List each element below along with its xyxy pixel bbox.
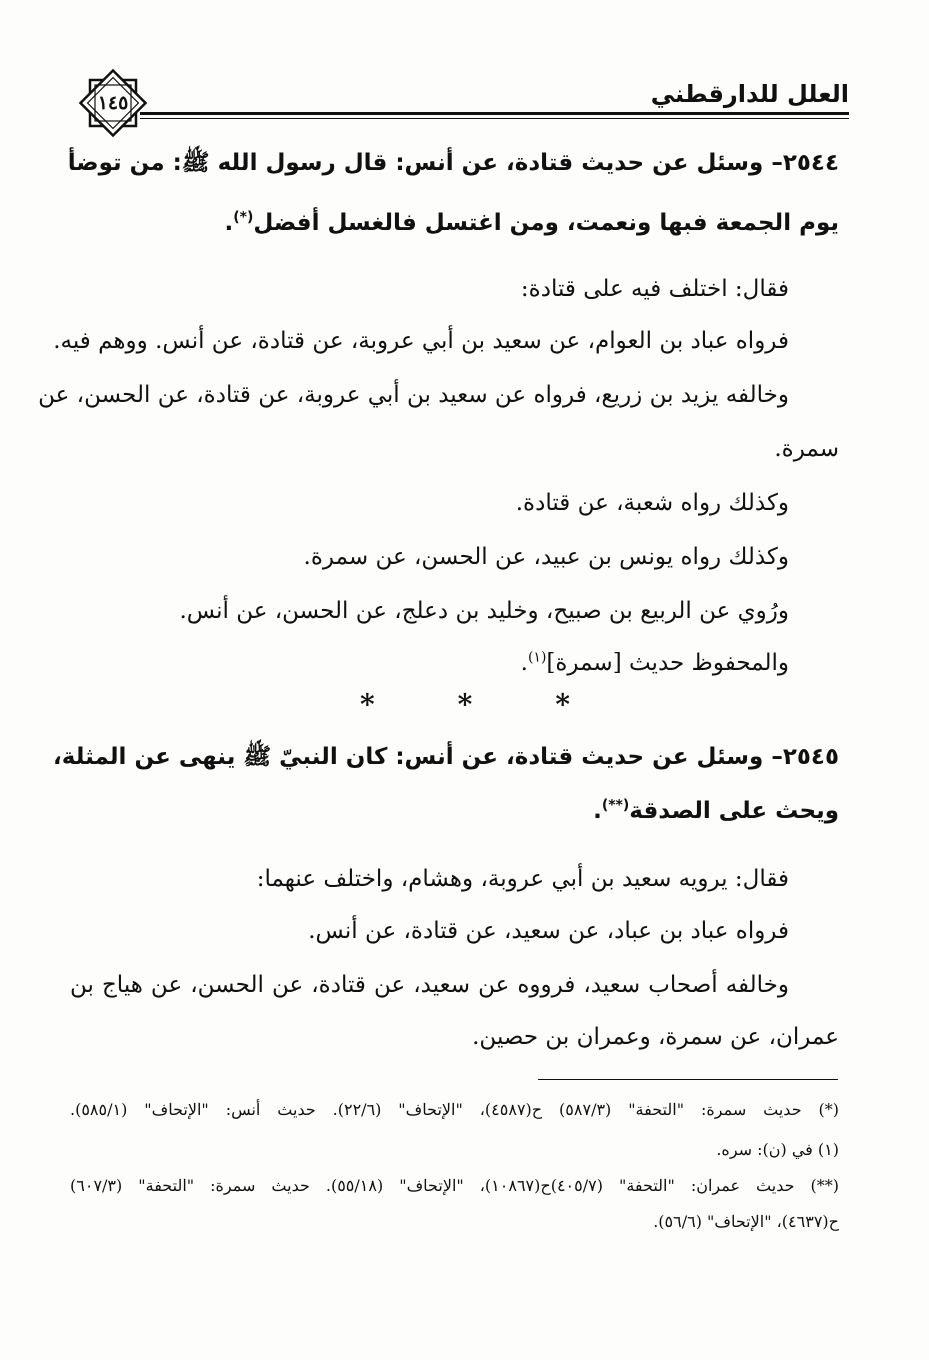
- entry-heading-text: ويحث على الصدقة: [629, 798, 839, 824]
- entry-heading-line: ويحث على الصدقة(**).: [593, 797, 839, 824]
- body-line: فقال: يرويه سعيد بن أبي عروبة، وهشام، واختلف عنهما:: [256, 866, 789, 892]
- body-line: سمرة.: [774, 436, 839, 462]
- section-separator: [360, 688, 570, 721]
- star-glyph: *: [360, 688, 375, 721]
- footnote-separator: [538, 1079, 838, 1080]
- footnote-marker: (*): [233, 209, 254, 226]
- book-title: العلل للدارقطني: [650, 80, 849, 108]
- footnote-marker: (**): [601, 797, 630, 814]
- body-line: وكذلك رواه يونس بن عبيد، عن الحسن، عن سمرة.: [303, 544, 789, 570]
- star-glyph: *: [457, 688, 473, 721]
- body-line: فرواه عباد بن عباد، عن سعيد، عن قتادة، عن أنس.: [308, 918, 789, 944]
- footnote: (*) حديث سمرة: "التحفة" (٥٨٧/٣) ح(٤٥٨٧)، "الإتحاف" (٢٢/٦). حديث أنس: "الإتحاف" (٥٨٥/١).: [70, 1100, 839, 1119]
- body-line: عمران، عن سمرة، وعمران بن حصين.: [472, 1024, 839, 1050]
- page-number-badge: [76, 66, 150, 140]
- header-rule: [140, 112, 849, 115]
- body-line: فقال: اختلف فيه على قتادة:: [520, 276, 789, 302]
- footnote-marker: (١): [527, 649, 547, 666]
- entry-heading-text: يوم الجمعة فبها ونعمت، ومن اغتسل فالغسل أفضل: [253, 210, 839, 236]
- header-rule-thin: [140, 118, 849, 119]
- entry-heading-line: يوم الجمعة فبها ونعمت، ومن اغتسل فالغسل أفضل(*).: [224, 209, 839, 236]
- star-glyph: *: [555, 688, 570, 721]
- page-number: ١٤٥: [97, 92, 129, 114]
- body-line: وخالفه يزيد بن زريع، فرواه عن سعيد بن أبي عروبة، عن قتادة، عن الحسن، عن: [38, 382, 789, 408]
- body-line: ورُوي عن الربيع بن صبيح، وخليد بن دعلج، عن الحسن، عن أنس.: [179, 598, 789, 624]
- body-line: والمحفوظ حديث [سمرة]$^{(١)}$.: [520, 649, 789, 676]
- body-line: فرواه عباد بن العوام، عن سعيد بن أبي عروبة، عن قتادة، عن أنس. ووهم فيه.: [53, 328, 789, 354]
- footnote: (١) في (ن): سره.: [716, 1140, 839, 1159]
- body-line: وخالفه أصحاب سعيد، فرووه عن سعيد، عن قتادة، عن الحسن، عن هياج بن: [70, 972, 789, 998]
- footnote: (**) حديث عمران: "التحفة" (٤٠٥/٧)ح(١٠٨٦٧)، "الإتحاف" (٥٥/١٨). حديث سمرة: "التحفة" (٦٠٧/٣): [70, 1176, 840, 1195]
- footnote: ح(٤٦٣٧)، "الإتحاف" (٥٦/٦).: [653, 1212, 839, 1231]
- body-line: وكذلك رواه شعبة، عن قتادة.: [515, 490, 789, 516]
- body-text: والمحفوظ حديث [سمرة]: [546, 650, 789, 676]
- entry-heading-line: ٢٥٤٥– وسئل عن حديث قتادة، عن أنس: كان النبيّ ﷺ ينهى عن المثلة،: [53, 744, 839, 770]
- entry-heading-line: ٢٥٤٤– وسئل عن حديث قتادة، عن أنس: قال رسول الله ﷺ: من توضأ: [67, 150, 839, 176]
